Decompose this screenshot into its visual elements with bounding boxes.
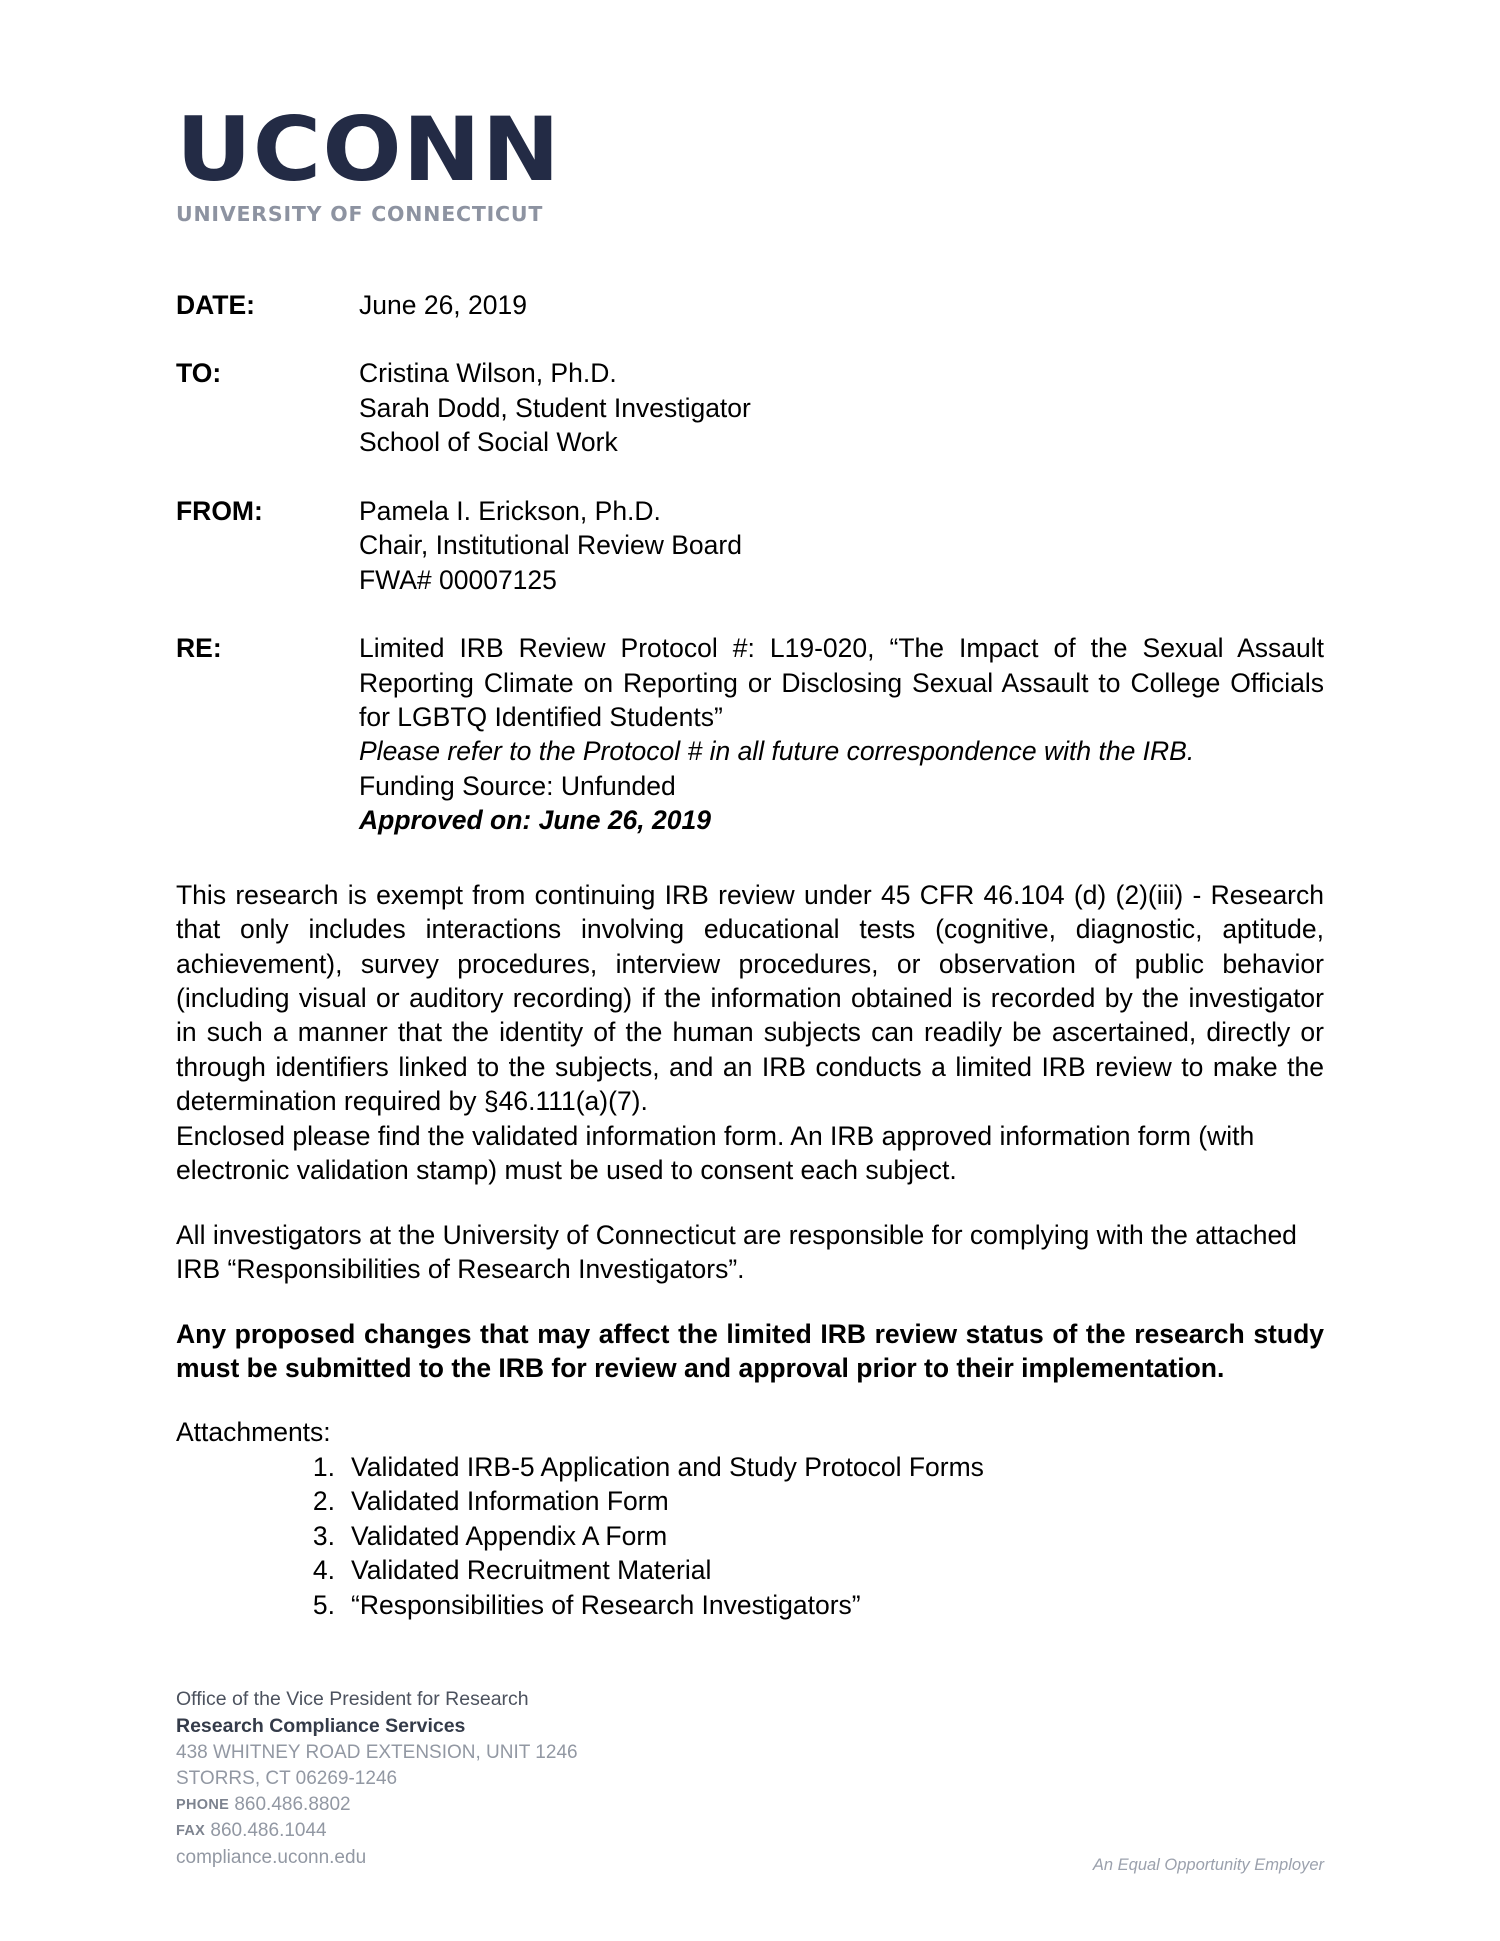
date-value: June 26, 2019 xyxy=(359,290,527,320)
attachments-list xyxy=(176,1450,1324,1622)
re-approved-on: Approved on: June 26, 2019 xyxy=(359,805,711,836)
spacer xyxy=(176,597,1324,631)
fax-tag: FAX xyxy=(176,1823,206,1840)
proposed-changes-paragraph: Any proposed changes that may affect the limited IRB review status of the research study must be submitted to the IRB for review and approval prior to their implementation. xyxy=(176,1318,1324,1383)
to-line-1: Cristina Wilson, Ph.D. xyxy=(359,358,617,389)
memo-field-to xyxy=(176,356,1324,459)
footer-address-line-2: STORRS, CT 06269-1246 xyxy=(176,1768,398,1790)
re-label: RE: xyxy=(176,633,222,664)
fax-value: 860.486.1044 xyxy=(210,1820,327,1842)
footer-phone xyxy=(176,1792,1326,1818)
enclosed-paragraph: Enclosed please find the validated information form. An IRB approved information form (with electronic validation stamp) must be used to consent each subject. xyxy=(176,1120,1255,1186)
from-line-1: Pamela I. Erickson, Ph.D. xyxy=(359,495,661,526)
to-value xyxy=(359,356,1324,459)
re-protocol-title: Limited IRB Review Protocol #: L19-020, “The Impact of the Sexual Assault Reporting Climate on Reporting or Disclosing Sexual Assault to College Officials for LGBTQ Identified Students” xyxy=(359,633,1324,732)
attachment-item: Validated Appendix A Form xyxy=(351,1520,668,1551)
memo-body xyxy=(176,288,1324,1622)
attachment-item: Validated Recruitment Material xyxy=(351,1555,712,1586)
memo-field-re xyxy=(176,631,1324,838)
re-value xyxy=(359,631,1324,838)
investigators-paragraph: All investigators at the University of Connecticut are responsible for complying with the attached IRB “Responsibilities of Research Investigators”. xyxy=(176,1219,1297,1285)
footer-office: Office of the Vice President for Research xyxy=(176,1688,529,1710)
uconn-subtitle: UNIVERSITY OF CONNECTICUT xyxy=(176,201,544,226)
re-protocol-note: Please refer to the Protocol # in all future correspondence with the IRB. xyxy=(359,736,1195,767)
spacer xyxy=(176,1287,1324,1317)
spacer xyxy=(176,1385,1324,1415)
spacer xyxy=(176,460,1324,494)
to-line-2: Sarah Dodd, Student Investigator xyxy=(359,392,751,423)
uconn-logo xyxy=(176,98,576,226)
from-value xyxy=(359,494,1324,597)
phone-tag: PHONE xyxy=(176,1797,230,1814)
date-label: DATE: xyxy=(176,290,255,320)
attachment-item: Validated Information Form xyxy=(351,1486,669,1517)
attachments-heading: Attachments: xyxy=(176,1417,331,1448)
phone-value: 860.486.8802 xyxy=(234,1794,351,1816)
memo-field-date xyxy=(176,288,1324,322)
footer-fax xyxy=(176,1818,1326,1844)
footer-address-line-1: 438 WHITNEY ROAD EXTENSION, UNIT 1246 xyxy=(176,1741,578,1763)
attachment-item: “Responsibilities of Research Investigators” xyxy=(351,1589,861,1620)
from-label: FROM: xyxy=(176,495,263,526)
re-funding-source: Funding Source: Unfunded xyxy=(359,770,676,801)
from-line-2: Chair, Institutional Review Board xyxy=(359,530,742,561)
memo-field-from xyxy=(176,494,1324,597)
footer-website[interactable]: compliance.uconn.edu xyxy=(176,1846,367,1868)
attachment-item: Validated IRB-5 Application and Study Protocol Forms xyxy=(351,1451,984,1482)
spacer xyxy=(176,1188,1324,1218)
equal-opportunity-employer: An Equal Opportunity Employer xyxy=(1092,1856,1324,1874)
uconn-wordmark: UCONN xyxy=(176,98,561,201)
spacer xyxy=(176,322,1324,356)
page-footer xyxy=(176,1687,1326,1871)
to-label: TO: xyxy=(176,358,222,389)
to-line-3: School of Social Work xyxy=(359,427,618,458)
exempt-paragraph: This research is exempt from continuing IRB review under 45 CFR 46.104 (d) (2)(iii) - Research that only includes interactions involving educational tests (cognitive, diagnostic, aptitude, achievement), survey procedures, interview procedures, or observation of public behavior (including visual or auditory recording) if the information obtained is recorded by the investigator in such a manner that the identity of the human subjects can readily be ascertained, directly or through identifiers linked to the subjects, and an IRB conducts a limited IRB review to make the determination required by §46.111(a)(7). xyxy=(176,879,1324,1117)
footer-department: Research Compliance Services xyxy=(176,1714,466,1737)
from-line-3: FWA# 00007125 xyxy=(359,564,557,595)
spacer xyxy=(176,838,1324,878)
